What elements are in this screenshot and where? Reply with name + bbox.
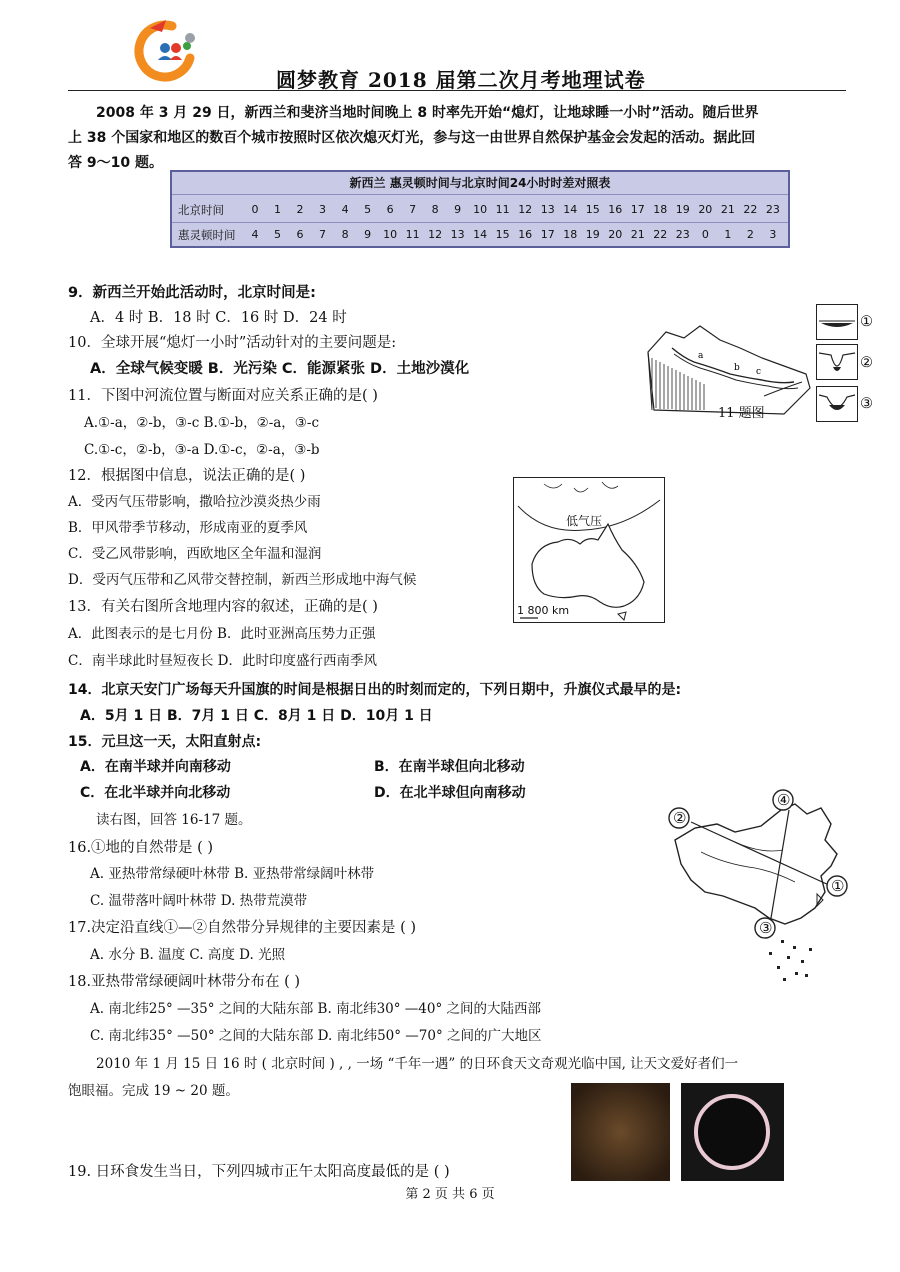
wellington-hour-cell: 0 [701,228,709,241]
beijing-hour-cell: 2 [296,203,304,216]
beijing-hour-cell: 0 [251,203,259,216]
wellington-hour-cell: 7 [319,228,327,241]
cross-section-3-label: ③ [860,396,873,412]
q9-options: A．4 时 B．18 时 C．16 时 D．24 时 [90,310,347,326]
beijing-hour-cell: 23 [765,203,780,216]
intro-line-3: 答 9～10 题。 [68,155,163,171]
page-footer: 第 2 页 共 6 页 [405,1187,495,1202]
wellington-hour-cell: 12 [428,228,443,241]
wellington-hour-cell: 10 [383,228,398,241]
q12-option-a: A．受丙气压带影响，撒哈拉沙漠炎热少雨 [68,494,321,510]
beijing-hour-cell: 15 [585,203,600,216]
q15-stem: 15．元旦这一天，太阳直射点: [68,734,262,750]
header-rule [68,90,846,91]
beijing-hour-cell: 6 [386,203,394,216]
label-a: a [698,351,704,361]
q18-stem: 18.亚热带常绿硬阔叶林带分布在 ( ) [68,974,301,990]
low-pressure-label: 低气压 [566,514,603,528]
beijing-hour-cell: 4 [341,203,349,216]
q12-option-c: C．受乙风带影响，西欧地区全年温和湿润 [68,546,322,562]
australia-pressure-map [513,477,665,623]
cross-section-2-label: ② [860,355,873,371]
q9-stem: 9．新西兰开始此活动时，北京时间是: [68,285,316,301]
page-title: 圆梦教育 2018 届第二次月考地理试卷 [276,68,646,92]
wellington-hour-cell: 9 [364,228,372,241]
beijing-hour-cell: 7 [409,203,417,216]
wellington-hour-cell: 23 [675,228,690,241]
row-label-wellington: 惠灵顿时间 [178,228,236,242]
wellington-hour-cell: 17 [540,228,555,241]
q16-options-cd: C. 温带落叶阔叶林带 D. 热带荒漠带 [90,893,308,909]
wellington-hour-cell: 8 [341,228,349,241]
eclipse-intro-2: 饱眼福。完成 19 ~ 20 题。 [68,1083,239,1099]
beijing-hour-cell: 8 [431,203,439,216]
china-map [665,784,855,984]
beijing-hour-cell: 5 [364,203,372,216]
wellington-hour-cell: 19 [585,228,600,241]
beijing-hour-cell: 13 [540,203,555,216]
wellington-hour-cell: 15 [495,228,510,241]
q17-stem: 17.决定沿直线①—②自然带分异规律的主要因素是 ( ) [68,920,417,936]
timezone-table [170,170,790,248]
q17-options: A. 水分 B. 温度 C. 高度 D. 光照 [90,947,286,963]
q15-option-d: D．在北半球但向南移动 [374,785,526,801]
marker-4: ④ [777,791,791,809]
eclipse-intro-1: 2010 年 1 月 15 日 16 时 ( 北京时间 ) , , 一场 “千年一遇” 的日环食天文奇观光临中国, 让天文爱好者们一 [96,1056,739,1072]
wellington-hour-cell: 18 [563,228,578,241]
q13-options-ab: A．此图表示的是七月份 B．此时亚洲高压势力正强 [68,626,376,642]
wellington-hour-cell: 4 [251,228,259,241]
intro-line-2: 上 38 个国家和地区的数百个城市按照时区依次熄灭灯光，参与这一由世界自然保护基金会发起的活动。据此回 [68,130,756,146]
q12-option-b: B．甲风带季节移动，形成南亚的夏季风 [68,520,308,536]
wellington-hour-cell: 2 [746,228,754,241]
eclipse-photo-annular [681,1083,784,1181]
row-label-beijing: 北京时间 [178,203,224,217]
q16-stem: 16.①地的自然带是 ( ) [68,840,214,856]
q12-option-d: D．受丙气压带和乙风带交替控制，新西兰形成地中海气候 [68,572,417,588]
intro-line-1: 2008 年 3 月 29 日，新西兰和斐济当地时间晚上 8 时率先开始“熄灯，让地球睡一小时”活动。随后世界 [96,105,759,121]
fig11-caption: 11 题图 [718,406,765,421]
marker-3: ③ [759,919,773,937]
wellington-hour-cell: 20 [608,228,623,241]
row-beijing-values [244,199,784,221]
marker-2: ② [673,809,687,827]
q18-options-ab: A. 南北纬25° —35° 之间的大陆东部 B. 南北纬30° —40° 之间的大陆西部 [90,1001,542,1017]
q15-option-c: C．在北半球并向北移动 [80,785,231,801]
q12-stem: 12．根据图中信息，说法正确的是( ) [68,468,306,484]
q19-stem: 19. 日环食发生当日，下列四城市正午太阳高度最低的是 ( ) [68,1164,450,1180]
q14-stem: 14．北京天安门广场每天升国旗的时间是根据日出的时刻而定的，下列日期中，升旗仪式最早的是: [68,682,682,698]
q15-option-b: B．在南半球但向北移动 [374,759,525,775]
q15-option-a: A．在南半球并向南移动 [80,759,231,775]
q18-options-cd: C. 南北纬35° —50° 之间的大陆东部 D. 南北纬50° —70° 之间的广大地区 [90,1028,542,1044]
wellington-hour-cell: 11 [405,228,420,241]
cross-section-3 [816,386,858,422]
label-b: b [734,363,740,373]
read-instruction: 读右图，回答 16-17 题。 [96,812,252,828]
q11-options-2: C.①-c，②-b，③-a D.①-c，②-a，③-b [84,442,320,458]
timezone-table-title: 新西兰 惠灵顿时间与北京时间24小时时差对照表 [349,176,611,190]
beijing-hour-cell: 20 [698,203,713,216]
logo [132,18,198,84]
eclipse-photo-crescent [571,1083,670,1181]
beijing-hour-cell: 18 [653,203,668,216]
beijing-hour-cell: 9 [454,203,462,216]
wellington-hour-cell: 13 [450,228,465,241]
q13-options-cd: C．南半球此时昼短夜长 D．此时印度盛行西南季风 [68,653,377,669]
beijing-hour-cell: 16 [608,203,623,216]
beijing-hour-cell: 17 [630,203,645,216]
marker-1: ① [831,877,845,895]
beijing-hour-cell: 11 [495,203,510,216]
beijing-hour-cell: 1 [274,203,282,216]
beijing-hour-cell: 21 [720,203,735,216]
q11-stem: 11．下图中河流位置与断面对应关系正确的是( ) [68,388,378,404]
table-divider [172,222,788,223]
q14-options: A．5月 1 日 B．7月 1 日 C．8月 1 日 D．10月 1 日 [80,708,433,724]
wellington-hour-cell: 5 [274,228,282,241]
cross-section-1-label: ① [860,314,873,330]
beijing-hour-cell: 19 [675,203,690,216]
wellington-hour-cell: 6 [296,228,304,241]
wellington-hour-cell: 21 [630,228,645,241]
q11-options-1: A.①-a，②-b，③-c B.①-b，②-a，③-c [84,415,320,431]
beijing-hour-cell: 22 [743,203,758,216]
label-c: c [756,367,762,377]
q10-stem: 10．全球开展“熄灯一小时”活动针对的主要问题是: [68,335,397,351]
wellington-hour-cell: 14 [473,228,488,241]
map-scale: 1 800 km [517,604,570,617]
q10-options: A．全球气候变暖 B．光污染 C．能源紧张 D．土地沙漠化 [90,361,470,377]
cross-section-2 [816,344,858,380]
q16-options-ab: A. 亚热带常绿硬叶林带 B. 亚热带常绿阔叶林带 [90,866,375,882]
wellington-hour-cell: 3 [769,228,777,241]
table-divider [172,194,788,195]
cross-section-1 [816,304,858,340]
row-wellington-values [244,224,784,246]
wellington-hour-cell: 22 [653,228,668,241]
beijing-hour-cell: 14 [563,203,578,216]
q13-stem: 13．有关右图所含地理内容的叙述，正确的是( ) [68,599,378,615]
beijing-hour-cell: 3 [319,203,327,216]
beijing-hour-cell: 12 [518,203,533,216]
wellington-hour-cell: 16 [518,228,533,241]
beijing-hour-cell: 10 [473,203,488,216]
wellington-hour-cell: 1 [724,228,732,241]
